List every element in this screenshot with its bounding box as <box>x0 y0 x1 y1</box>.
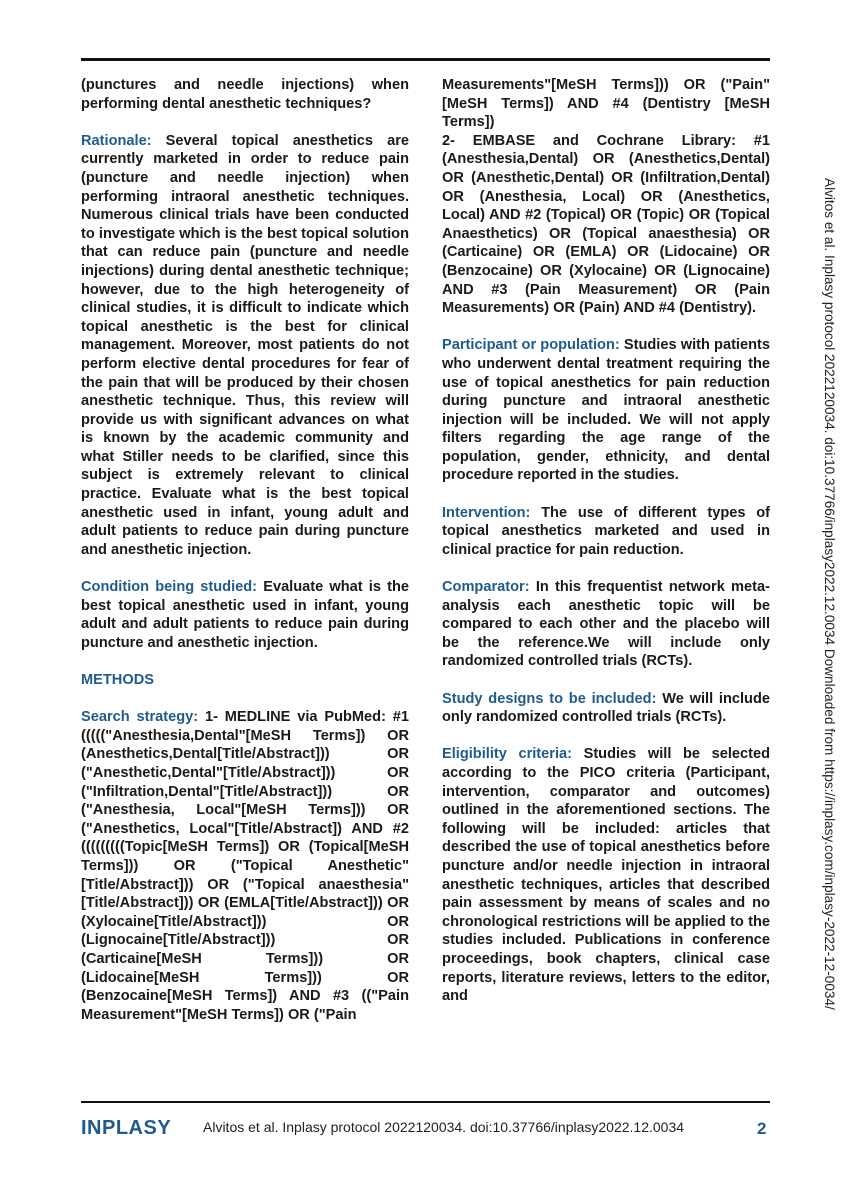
search-embase-paragraph <box>442 132 770 318</box>
comparator-text: In this frequentist network meta-analysis each anesthetic topic will be compared to each other and the placebo will be the reference.We will include only randomized controlled trials (RCTs). <box>442 579 770 670</box>
search-embase-text: 2- EMBASE and Cochrane Library: #1 (Anesthesia,Dental) OR (Anesthetics,Dental) OR (Anesthetic,Dental) OR (Infiltration,Dental) OR (Anesthesia, Local) OR (Anesthetics, Local) AND #2 (Topical) OR (Topic) OR (Topical Anaesthetics) OR (Topical anaesthesia) OR (Carticaine) OR (EMLA) OR (Lidocaine) OR (Benzocaine) OR (Xylocaine) OR (Lignocaine) AND #3 (Pain Measurement) OR (Pain Measurements) OR (Pain) AND #4 (Dentistry). <box>442 132 770 317</box>
inplasy-logo: INPLASY <box>81 1117 172 1139</box>
top-rule <box>81 58 770 61</box>
footer-citation: Alvitos et al. Inplasy protocol 2022120034. doi:10.37766/inplasy2022.12.0034 <box>203 1119 685 1135</box>
study-designs-text: We will include only randomized controlled trials (RCTs). <box>442 690 770 726</box>
comparator-paragraph <box>442 578 770 671</box>
page-number: 2 <box>757 1119 767 1138</box>
intro-paragraph <box>81 76 409 113</box>
search-strategy-heading: Search strategy: <box>81 709 199 726</box>
participant-paragraph <box>442 336 770 485</box>
eligibility-text: Studies will be selected according to the PICO criteria (Participant, intervention, comparator and outcomes) outlined in the aforementioned sections. The following will be included: articles that described the use of topical anesthetics before puncture and/or needle injection in intraoral anesthetic techniques, articles that described pain assessment by means of scales and no chronological restrictions will be applied to the studies included. Publications in conference proceedings, book chapters, clinical case reports, literature reviews, letters to the editor, and <box>442 746 770 1005</box>
search-strategy-text: 1- MEDLINE via PubMed: #1 ((((("Anesthesia,Dental"[MeSH Terms]) OR (Anesthetics,Dental[Title/Abstract])) OR ("Anesthetic,Dental"[Title/Abstract])) OR ("Infiltration,Dental"[Title/Abstract])) OR ("Anesthesia, Local"[MeSH Terms])) OR ("Anesthetics, Local"[Title/Abstract]) AND #2 (((((((((Topic[MeSH Terms]) OR (Topical[MeSH Terms])) OR ("Topical Anesthetic"[Title/Abstract])) OR ("Topical anaesthesia"[Title/Abstract])) OR (EMLA[Title/Abstract])) OR (Xylocaine[Title/Abstract])) OR (Lignocaine[Title/Abstract])) OR (Carticaine[MeSH Terms])) OR (Lidocaine[MeSH Terms])) OR (Benzocaine[MeSH Terms]) AND #3 (("Pain Measurement"[MeSH Terms]) OR ("Pain <box>81 709 409 1023</box>
intro-text: (punctures and needle injections) when performing dental anesthetic techniques? <box>81 77 409 112</box>
methods-paragraph <box>81 671 409 690</box>
condition-text: Evaluate what is the best topical anesthetic used in infant, young adult and adult patients to reduce pain during puncture and anesthetic injection. <box>81 579 409 651</box>
eligibility-heading: Eligibility criteria: <box>442 746 572 763</box>
rationale-text: Several topical anesthetics are currently marketed in order to reduce pain (puncture and needle injection) when performing intraoral anesthetic techniques. Numerous clinical trials have been conducted to investigate which is the best topical solution that can reduce pain (puncture and needle injections) during dental anesthetic technique; however, due to the high heterogeneity of clinical studies, it is difficult to indicate which topical anesthetic is the best for clinical management. Moreover, most patients do not perform elective dental procedures for fear of the pain that will be produced by their chosen anesthetic technique. Thus, this review will provide us with significant advances on what is known by the academic community and what Stiller needs to be clarified, since this subject is extremely relevant to clinical practice. Evaluate what is the best topical anesthetic used in infant, young adult and adult patients to reduce pain during puncture and anesthetic injection. <box>81 132 409 558</box>
rationale-paragraph <box>81 132 409 560</box>
intervention-text: The use of different types of topical anesthetics marketed and used in clinical practice for pain reduction. <box>442 504 770 558</box>
search-continued-text: Measurements"[MeSH Terms])) OR ("Pain"[MeSH Terms]) AND #4 (Dentistry [MeSH Terms]) <box>442 77 770 131</box>
bottom-rule <box>81 1101 770 1103</box>
methods-heading: METHODS <box>81 672 154 688</box>
rationale-heading: Rationale: <box>81 132 152 149</box>
right-column <box>442 76 770 1024</box>
search-strategy-paragraph <box>81 708 409 1024</box>
eligibility-paragraph <box>442 745 770 1005</box>
left-column <box>81 76 409 1043</box>
study-designs-paragraph <box>442 690 770 727</box>
comparator-heading: Comparator: <box>442 579 530 596</box>
study-designs-heading: Study designs to be included: <box>442 690 657 707</box>
intervention-heading: Intervention: <box>442 504 531 521</box>
participant-text: Studies with patients who underwent dental treatment requiring the use of topical anesthetics for pain reduction during puncture and intraoral anesthetic injection will be included. We will not apply filters regarding the age range of the population, gender, ethnicity, and dental procedure reported in the studies. <box>442 337 770 484</box>
download-notice-sidebar: Alvitos et al. Inplasy protocol 2022120034. doi:10.37766/inplasy2022.12.0034 Downloaded from https://inplasy.com/inplasy-2022-12-0034/ <box>822 178 837 1010</box>
intervention-paragraph <box>442 504 770 560</box>
condition-heading: Condition being studied: <box>81 579 258 596</box>
search-continued-paragraph <box>442 76 770 132</box>
condition-paragraph <box>81 578 409 652</box>
participant-heading: Participant or population: <box>442 337 620 354</box>
